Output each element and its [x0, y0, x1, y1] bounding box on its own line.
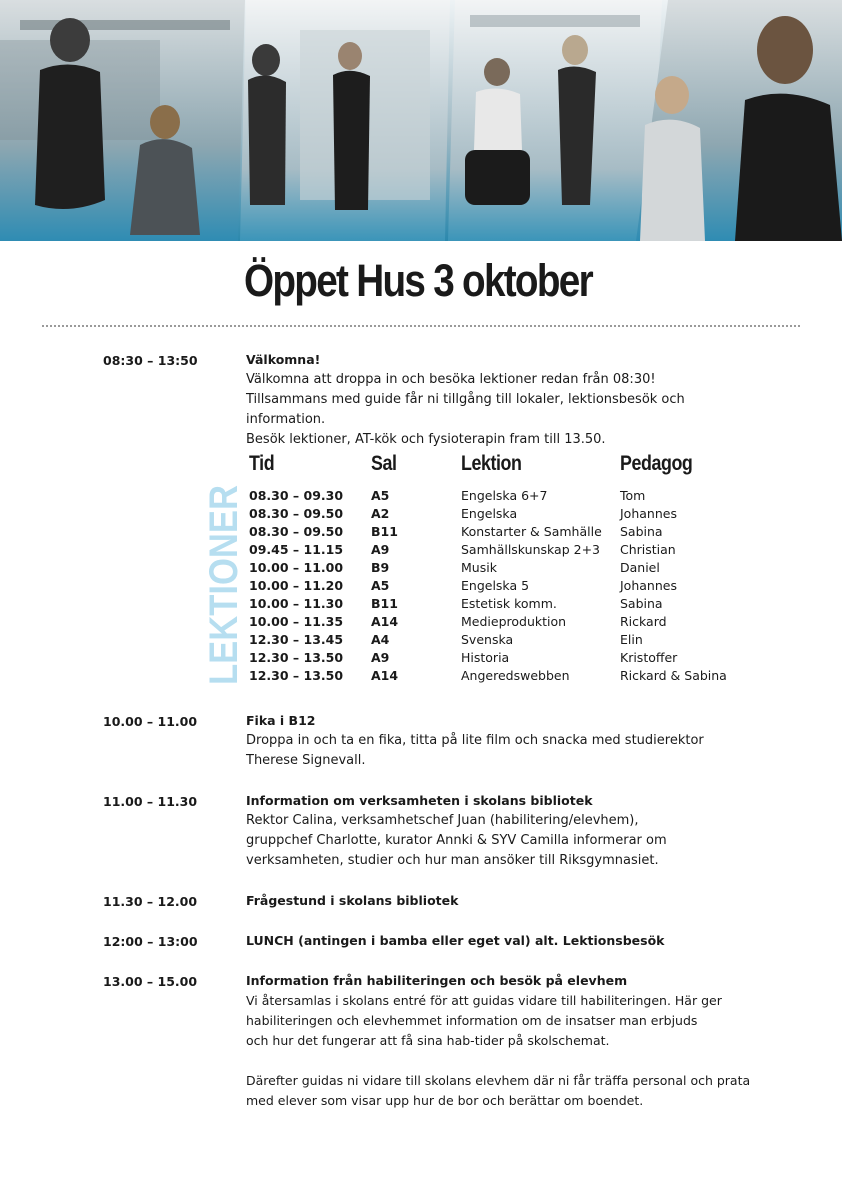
schedule-heading: Välkomna! [246, 352, 321, 367]
lesson-teacher: Christian [620, 542, 676, 557]
lektioner-side-label [197, 482, 247, 688]
photo-collage-image [0, 0, 842, 241]
lesson-time: 10.00 – 11.35 [249, 614, 344, 629]
lesson-room: A9 [371, 542, 390, 557]
lesson-subject: Medieproduktion [461, 614, 567, 629]
lesson-subject: Samhällskunskap 2+3 [461, 542, 600, 557]
lesson-subject: Musik [461, 560, 497, 575]
schedule-line: Therese Signevall. [246, 753, 366, 768]
lesson-row [249, 524, 749, 542]
lesson-room: A2 [371, 506, 390, 521]
lesson-time: 12.30 – 13.45 [249, 632, 344, 647]
lesson-subject: Angeredswebben [461, 668, 570, 683]
lesson-room: A5 [371, 578, 390, 593]
schedule-line: Rektor Calina, verksamhetschef Juan (habilitering/elevhem), [246, 813, 639, 828]
schedule-line: habiliteringen och elevhemmet information om de insatser man erbjuds [246, 1013, 698, 1028]
schedule-time: 12:00 – 13:00 [103, 934, 198, 949]
schedule-line: Droppa in och ta en fika, titta på lite film och snacka med studierektor [246, 733, 704, 748]
lesson-room: A9 [371, 650, 390, 665]
lesson-teacher: Elin [620, 632, 643, 647]
schedule-line: Vi återsamlas i skolans entré för att guidas vidare till habiliteringen. Här ger [246, 993, 722, 1008]
lesson-room: A4 [371, 632, 390, 647]
header-photo-collage [0, 0, 842, 241]
lesson-time: 08.30 – 09.50 [249, 524, 344, 539]
schedule-line: gruppchef Charlotte, kurator Annki & SYV Camilla informerar om [246, 833, 667, 848]
lesson-row [249, 668, 749, 686]
schedule-heading: Information från habiliteringen och besök på elevhem [246, 973, 628, 988]
schedule-entry [246, 791, 766, 871]
schedule-time: 10.00 – 11.00 [103, 714, 198, 729]
lesson-row [249, 488, 749, 506]
schedule-heading: LUNCH (antingen i bamba eller eget val) alt. Lektionsbesök [246, 933, 665, 948]
schedule-entry [246, 891, 766, 911]
lesson-subject: Estetisk komm. [461, 596, 557, 611]
lesson-subject: Engelska [461, 506, 518, 521]
lesson-teacher: Rickard & Sabina [620, 668, 727, 683]
lesson-time: 10.00 – 11.00 [249, 560, 344, 575]
lesson-room: B11 [371, 596, 398, 611]
schedule-time: 08:30 – 13:50 [103, 353, 198, 368]
lesson-room: A5 [371, 488, 390, 503]
lesson-time: 08.30 – 09.30 [249, 488, 344, 503]
lesson-row [249, 632, 749, 650]
lesson-subject: Engelska 5 [461, 578, 530, 593]
schedule-heading: Frågestund i skolans bibliotek [246, 893, 459, 908]
col-header-tid: Tid [249, 452, 275, 475]
lesson-teacher: Johannes [620, 578, 677, 593]
lektioner-label-text: LEKTIONER [202, 482, 246, 685]
col-header-lektion: Lektion [461, 452, 522, 475]
lesson-teacher: Sabina [620, 596, 663, 611]
schedule-spacer [246, 1051, 766, 1071]
lesson-time: 12.30 – 13.50 [249, 650, 344, 665]
dotted-divider [42, 325, 800, 327]
lesson-teacher: Rickard [620, 614, 667, 629]
schedule-time: 11.00 – 11.30 [103, 794, 198, 809]
lesson-teacher: Sabina [620, 524, 663, 539]
lesson-room: A14 [371, 668, 399, 683]
lesson-teacher: Kristoffer [620, 650, 678, 665]
schedule-heading: Information om verksamheten i skolans bibliotek [246, 793, 593, 808]
schedule-line: Därefter guidas ni vidare till skolans elevhem där ni får träffa personal och prata [246, 1073, 751, 1088]
schedule-entry [246, 971, 766, 1111]
lesson-time: 10.00 – 11.20 [249, 578, 344, 593]
lesson-time: 10.00 – 11.30 [249, 596, 344, 611]
schedule-line: Besök lektioner, AT-kök och fysioterapin fram till 13.50. [246, 432, 606, 447]
schedule-line: och hur det fungerar att få sina hab-tider på skolschemat. [246, 1033, 610, 1048]
schedule-entry [246, 350, 766, 450]
lesson-row [249, 614, 749, 632]
lesson-subject: Engelska 6+7 [461, 488, 548, 503]
lesson-row [249, 578, 749, 596]
lesson-subject: Svenska [461, 632, 514, 647]
lesson-time: 09.45 – 11.15 [249, 542, 344, 557]
lesson-room: B11 [371, 524, 398, 539]
schedule-time: 13.00 – 15.00 [103, 974, 198, 989]
schedule-entry [246, 931, 766, 951]
schedule-time: 11.30 – 12.00 [103, 894, 198, 909]
schedule-line: Välkomna att droppa in och besöka lektioner redan från 08:30! [246, 372, 656, 387]
lesson-row [249, 560, 749, 578]
schedule-line: verksamheten, studier och hur man ansöker till Riksgymnasiet. [246, 853, 659, 868]
schedule-entry [246, 711, 766, 771]
lesson-teacher: Tom [620, 488, 646, 503]
lesson-time: 08.30 – 09.50 [249, 506, 344, 521]
lesson-subject: Konstarter & Samhälle [461, 524, 602, 539]
lesson-time: 12.30 – 13.50 [249, 668, 344, 683]
lesson-row [249, 542, 749, 560]
lesson-teacher: Johannes [620, 506, 677, 521]
lesson-row [249, 596, 749, 614]
schedule-line: Tillsammans med guide får ni tillgång till lokaler, lektionsbesök och information. [246, 392, 685, 427]
lesson-room: B9 [371, 560, 390, 575]
lesson-row [249, 650, 749, 668]
lesson-teacher: Daniel [620, 560, 660, 575]
col-header-pedagog: Pedagog [620, 452, 693, 475]
page-title: Öppet Hus 3 oktober [244, 255, 592, 306]
schedule-line: med elever som visar upp hur de bor och berättar om boendet. [246, 1093, 644, 1108]
lesson-room: A14 [371, 614, 399, 629]
col-header-sal: Sal [371, 452, 397, 475]
schedule-heading: Fika i B12 [246, 713, 316, 728]
lesson-row [249, 506, 749, 524]
lesson-subject: Historia [461, 650, 510, 665]
